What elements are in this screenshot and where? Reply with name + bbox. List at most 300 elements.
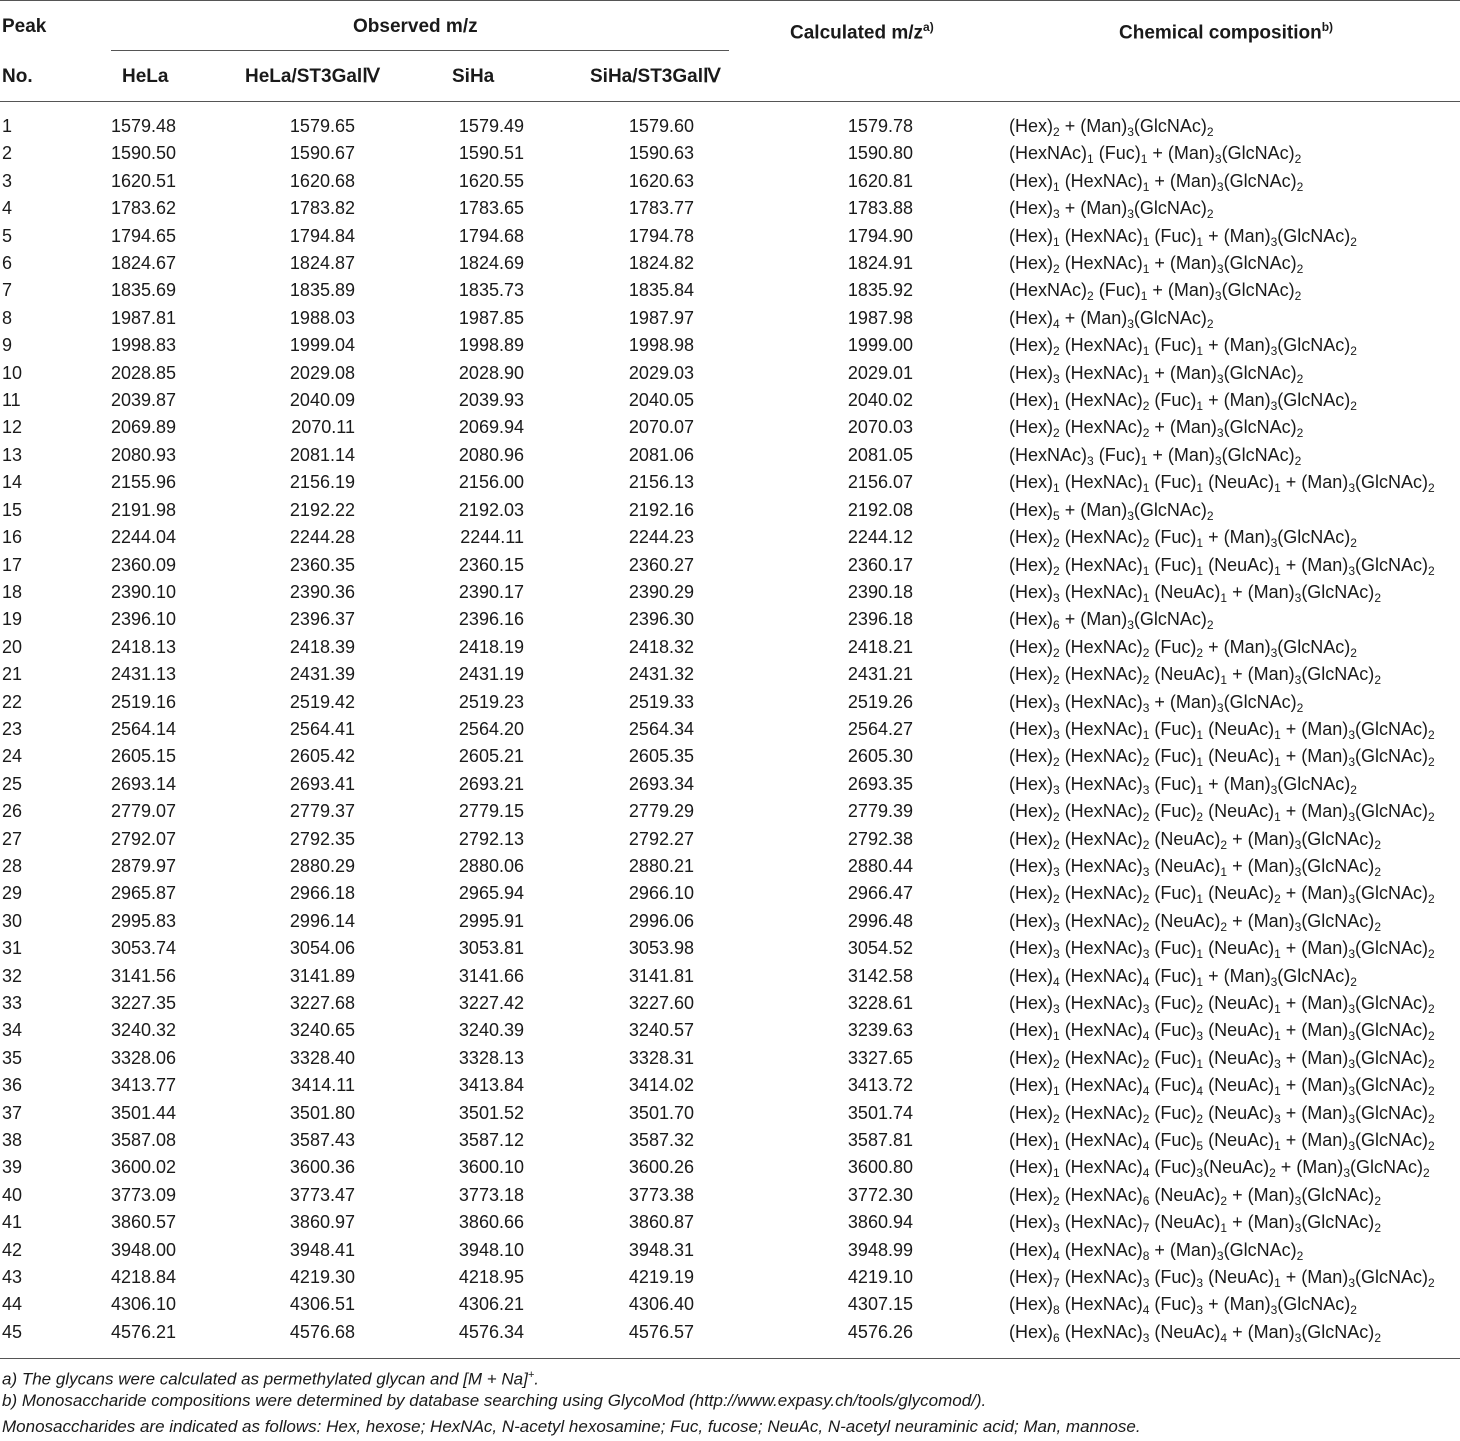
composition-value: $(Hex)_3$ $(HexNAc)_1$ + $(Man)_3(GlcNAc)_2$ <box>1009 362 1304 386</box>
calculated-value: 3054.52 <box>847 938 913 959</box>
peak-number: 24 <box>2 746 23 767</box>
calculated-value: 1824.91 <box>847 253 913 274</box>
peak-number: 1 <box>2 116 13 136</box>
hela-value: 2039.87 <box>111 390 177 411</box>
peak-number: 40 <box>2 1184 23 1205</box>
table-row <box>0 963 1460 990</box>
hela-st-value: 2390.36 <box>289 581 355 602</box>
header-peak: Peak <box>2 16 47 37</box>
calculated-value: 4307.15 <box>847 1294 913 1315</box>
siha-value: 2244.11 <box>460 527 524 548</box>
siha-st-value: 2519.33 <box>628 691 694 712</box>
siha-st-value: 2693.34 <box>628 773 694 794</box>
siha-st-value: 3501.70 <box>628 1102 694 1123</box>
siha-st-value: 1579.60 <box>628 116 694 136</box>
composition-value: $(Hex)_2$ $(HexNAc)_2$ $(NeuAc)_1$ + $(Man)_3(GlcNAc)_2$ <box>1009 664 1381 688</box>
calculated-value: 4219.10 <box>847 1267 913 1288</box>
table-body <box>0 113 1460 1346</box>
hela-value: 1783.62 <box>111 198 177 219</box>
hela-value: 3328.06 <box>111 1047 177 1068</box>
peak-number: 32 <box>2 965 23 986</box>
siha-value: 2028.90 <box>458 362 524 383</box>
calculated-value: 3587.81 <box>847 1130 913 1151</box>
peak-number: 10 <box>2 362 23 383</box>
composition-value: $(Hex)_1$ $(HexNAc)_1$ $(Fuc)_1$ + $(Man)_3(GlcNAc)_2$ <box>1009 225 1357 249</box>
calculated-value: 2519.26 <box>847 691 913 712</box>
hela-st-value: 3141.89 <box>289 965 355 986</box>
siha-value: 2965.94 <box>458 883 524 904</box>
calculated-value: 2192.08 <box>847 499 913 520</box>
hela-st-value: 3054.06 <box>289 938 355 959</box>
hela-value: 2879.97 <box>111 855 177 876</box>
siha-st-value: 2396.30 <box>628 609 694 630</box>
siha-st-value: 2029.03 <box>628 362 694 383</box>
composition-value: $(Hex)_7$ $(HexNAc)_3$ $(Fuc)_3$ $(NeuAc)_1$ + $(Man)_3(GlcNAc)_2$ <box>1009 1267 1435 1291</box>
table-row <box>0 1319 1460 1346</box>
siha-value: 2390.17 <box>458 581 524 602</box>
hela-st-value: 2070.11 <box>291 417 355 438</box>
peak-number: 4 <box>2 198 13 219</box>
peak-number: 31 <box>2 938 23 959</box>
hela-st-value: 1794.84 <box>289 225 355 246</box>
hela-value: 2244.04 <box>111 527 177 548</box>
siha-value: 3240.39 <box>458 1020 524 1041</box>
composition-value: $(Hex)_2$ $(HexNAc)_2$ $(Fuc)_2$ $(NeuAc)_1$ + $(Man)_3(GlcNAc)_2$ <box>1009 801 1435 825</box>
table-row <box>0 1291 1460 1318</box>
hela-st-value: 2564.41 <box>289 718 355 739</box>
calculated-value: 2360.17 <box>847 554 913 575</box>
hela-value: 1620.51 <box>111 170 177 191</box>
header-calculated-sup: a) <box>923 20 934 34</box>
siha-value: 2519.23 <box>458 691 524 712</box>
siha-st-value: 3600.26 <box>628 1157 694 1178</box>
table-row <box>0 113 1460 140</box>
siha-value: 2360.15 <box>458 554 524 575</box>
hela-st-value: 1824.87 <box>289 253 355 274</box>
hela-st-value: 2996.14 <box>289 910 355 931</box>
siha-st-value: 1998.98 <box>628 335 694 356</box>
hela-st-value: 2431.39 <box>289 664 355 685</box>
siha-value: 4306.21 <box>458 1294 524 1315</box>
siha-st-value: 2244.23 <box>628 527 694 548</box>
calculated-value: 1590.80 <box>847 143 913 164</box>
siha-st-value: 1794.78 <box>628 225 694 246</box>
composition-value: $(Hex)_2$ $(HexNAc)_2$ $(Fuc)_2$ $(NeuAc)_3$ + $(Man)_3(GlcNAc)_2$ <box>1009 1102 1435 1126</box>
hela-st-value: 1783.82 <box>289 198 355 219</box>
hela-value: 2069.89 <box>111 417 177 438</box>
peak-number: 39 <box>2 1157 23 1178</box>
composition-value: $(Hex)_2$ $(HexNAc)_2$ $(NeuAc)_2$ + $(Man)_3(GlcNAc)_2$ <box>1009 828 1381 852</box>
hela-value: 2418.13 <box>111 636 177 657</box>
hela-value: 3600.02 <box>111 1157 177 1178</box>
peak-number: 35 <box>2 1047 23 1068</box>
hela-st-value: 2418.39 <box>289 636 355 657</box>
hela-value: 2396.10 <box>111 609 177 630</box>
siha-st-value: 3860.87 <box>628 1212 694 1233</box>
hela-value: 2779.07 <box>111 801 177 822</box>
siha-value: 3587.12 <box>458 1130 524 1151</box>
hela-st-value: 3227.68 <box>289 993 355 1013</box>
peak-number: 21 <box>2 664 23 685</box>
hela-value: 2519.16 <box>111 691 177 712</box>
hela-st-value: 3501.80 <box>289 1102 355 1123</box>
siha-st-value: 1987.97 <box>628 307 694 328</box>
hela-value: 3948.00 <box>111 1239 177 1260</box>
composition-value: $(Hex)_2$ $(HexNAc)_2$ $(Fuc)_1$ $(NeuAc)_1$ + $(Man)_3(GlcNAc)_2$ <box>1009 746 1435 770</box>
composition-value: $(Hex)_3$ $(HexNAc)_3$ + $(Man)_3(GlcNAc)_2$ <box>1009 691 1304 715</box>
composition-value: $(Hex)_3$ $(HexNAc)_3$ $(Fuc)_2$ $(NeuAc)_1$ + $(Man)_3(GlcNAc)_2$ <box>1009 993 1435 1016</box>
composition-value: $(Hex)_1$ $(HexNAc)_4$ $(Fuc)_3$ $(NeuAc)_1$ + $(Man)_3(GlcNAc)_2$ <box>1009 1020 1435 1044</box>
composition-value: $(Hex)_3$ $(HexNAc)_1$ $(NeuAc)_1$ + $(Man)_3(GlcNAc)_2$ <box>1009 581 1381 605</box>
table-row <box>0 360 1460 387</box>
hela-st-value: 2040.09 <box>289 390 355 411</box>
siha-st-value: 2996.06 <box>628 910 694 931</box>
hela-value: 1824.67 <box>111 253 177 274</box>
hela-value: 2080.93 <box>111 444 177 465</box>
hela-st-value: 2192.22 <box>289 499 355 520</box>
composition-value: $(Hex)_2$ $(HexNAc)_1$ $(Fuc)_1$ $(NeuAc)_1$ + $(Man)_3(GlcNAc)_2$ <box>1009 554 1435 578</box>
hela-value: 1998.83 <box>111 335 177 356</box>
hela-value: 3053.74 <box>111 938 177 959</box>
table-row <box>0 1017 1460 1044</box>
siha-value: 2069.94 <box>458 417 524 438</box>
table-row <box>0 880 1460 907</box>
siha-st-value: 3227.60 <box>628 993 694 1013</box>
hela-st-value: 1999.04 <box>289 335 355 356</box>
calculated-value: 2396.18 <box>847 609 913 630</box>
hela-value: 4306.10 <box>111 1294 177 1315</box>
hela-st-value: 2605.42 <box>289 746 355 767</box>
top-rule <box>0 0 1460 1</box>
peak-number: 7 <box>2 280 13 301</box>
table-row <box>0 606 1460 633</box>
table-row <box>0 223 1460 250</box>
siha-value: 4576.34 <box>458 1321 524 1342</box>
siha-st-value: 2418.32 <box>628 636 694 657</box>
composition-value: $(Hex)_5$ + $(Man)_3(GlcNAc)_2$ <box>1009 499 1214 523</box>
footnote-b: b) Monosaccharide compositions were determined by database searching using GlycoMod (http://www.expasy.ch/tools/glycomod/). <box>2 1391 987 1410</box>
siha-st-value: 2880.21 <box>628 855 694 876</box>
peak-number: 26 <box>2 801 23 822</box>
table-row <box>0 250 1460 277</box>
siha-value: 3600.10 <box>458 1157 524 1178</box>
calculated-value: 1999.00 <box>847 335 913 356</box>
hela-st-value: 2880.29 <box>289 855 355 876</box>
siha-value: 1998.89 <box>458 335 524 356</box>
calculated-value: 1620.81 <box>847 170 913 191</box>
calculated-value: 1783.88 <box>847 198 913 219</box>
footnote-a-text: a) The glycans were calculated as permethylated glycan and [M + Na] <box>2 1369 528 1389</box>
table-row <box>0 442 1460 469</box>
composition-value: $(HexNAc)_3$ $(Fuc)_1$ + $(Man)_3(GlcNAc)_2$ <box>1009 444 1302 468</box>
calculated-value: 2605.30 <box>847 746 913 767</box>
peak-number: 12 <box>2 417 23 438</box>
calculated-value: 2792.38 <box>847 828 913 849</box>
table-row <box>0 798 1460 825</box>
hela-value: 3773.09 <box>111 1184 177 1205</box>
peak-number: 13 <box>2 444 23 465</box>
table-row <box>0 716 1460 743</box>
hela-value: 3860.57 <box>111 1212 177 1233</box>
calculated-value: 2880.44 <box>847 855 913 876</box>
composition-value: $(Hex)_1$ $(HexNAc)_4$ $(Fuc)_5$ $(NeuAc)_1$ + $(Man)_3(GlcNAc)_2$ <box>1009 1130 1435 1154</box>
calculated-value: 2996.48 <box>847 910 913 931</box>
composition-value: $(Hex)_4$ $(HexNAc)_4$ $(Fuc)_1$ + $(Man)_3(GlcNAc)_2$ <box>1009 965 1357 989</box>
calculated-value: 2070.03 <box>847 417 913 438</box>
composition-value: $(Hex)_3$ $(HexNAc)_3$ $(NeuAc)_1$ + $(Man)_3(GlcNAc)_2$ <box>1009 855 1381 879</box>
hela-value: 2564.14 <box>111 718 177 739</box>
composition-value: $(HexNAc)_1$ $(Fuc)_1$ + $(Man)_3(GlcNAc)_2$ <box>1009 143 1302 167</box>
calculated-value: 3501.74 <box>847 1102 913 1123</box>
composition-value: $(Hex)_3$ $(HexNAc)_3$ $(Fuc)_1$ $(NeuAc)_1$ + $(Man)_3(GlcNAc)_2$ <box>1009 938 1435 962</box>
composition-value: $(Hex)_2$ $(HexNAc)_2$ + $(Man)_3(GlcNAc)_2$ <box>1009 417 1304 441</box>
table-row <box>0 1045 1460 1072</box>
header-siha: SiHa <box>452 66 495 87</box>
hela-st-value: 2792.35 <box>289 828 355 849</box>
composition-value: $(Hex)_4$ + $(Man)_3(GlcNAc)_2$ <box>1009 307 1214 331</box>
calculated-value: 2081.05 <box>847 444 913 465</box>
table-row <box>0 497 1460 524</box>
siha-value: 4218.95 <box>458 1267 524 1288</box>
peak-number: 28 <box>2 855 23 876</box>
calculated-value: 3948.99 <box>847 1239 913 1260</box>
peak-number: 33 <box>2 993 23 1013</box>
table-row <box>0 1237 1460 1264</box>
table-row <box>0 277 1460 304</box>
siha-value: 1579.49 <box>458 116 524 136</box>
composition-value: $(Hex)_3$ $(HexNAc)_7$ $(NeuAc)_1$ + $(Man)_3(GlcNAc)_2$ <box>1009 1212 1381 1236</box>
siha-value: 3948.10 <box>458 1239 524 1260</box>
composition-value: $(HexNAc)_2$ $(Fuc)_1$ + $(Man)_3(GlcNAc)_2$ <box>1009 280 1302 304</box>
table-row <box>0 332 1460 359</box>
hela-st-value: 2156.19 <box>289 472 355 493</box>
siha-st-value: 1835.84 <box>628 280 694 301</box>
table-row <box>0 1072 1460 1099</box>
table-row <box>0 743 1460 770</box>
hela-st-value: 2244.28 <box>289 527 355 548</box>
footnote-a <box>2 1364 539 1391</box>
calculated-value: 1794.90 <box>847 225 913 246</box>
composition-value: $(Hex)_2$ $(HexNAc)_2$ $(Fuc)_1$ $(NeuAc)_2$ + $(Man)_3(GlcNAc)_2$ <box>1009 883 1435 907</box>
siha-value: 2156.00 <box>458 472 524 493</box>
calculated-value: 3600.80 <box>847 1157 913 1178</box>
calculated-value: 2564.27 <box>847 718 913 739</box>
siha-value: 2995.91 <box>458 910 524 931</box>
siha-value: 2396.16 <box>458 609 524 630</box>
siha-value: 2792.13 <box>458 828 524 849</box>
siha-st-value: 3053.98 <box>628 938 694 959</box>
hela-st-value: 4576.68 <box>289 1321 355 1342</box>
header-composition <box>1119 16 1333 44</box>
siha-st-value: 3141.81 <box>628 965 694 986</box>
peak-number: 27 <box>2 828 23 849</box>
table-row <box>0 908 1460 935</box>
hela-st-value: 1835.89 <box>289 280 355 301</box>
peak-number: 38 <box>2 1130 23 1151</box>
siha-value: 2192.03 <box>458 499 524 520</box>
composition-value: $(Hex)_3$ $(HexNAc)_3$ $(Fuc)_1$ + $(Man)_3(GlcNAc)_2$ <box>1009 773 1357 797</box>
composition-value: $(Hex)_8$ $(HexNAc)_4$ $(Fuc)_3$ + $(Man)_3(GlcNAc)_2$ <box>1009 1294 1357 1318</box>
siha-st-value: 3587.32 <box>628 1130 694 1151</box>
calculated-value: 3860.94 <box>847 1212 913 1233</box>
hela-value: 2792.07 <box>111 828 177 849</box>
peak-number: 42 <box>2 1239 23 1260</box>
composition-value: $(Hex)_3$ $(HexNAc)_2$ $(NeuAc)_2$ + $(Man)_3(GlcNAc)_2$ <box>1009 910 1381 934</box>
siha-value: 3227.42 <box>458 993 524 1013</box>
siha-value: 2039.93 <box>458 390 524 411</box>
hela-value: 2431.13 <box>111 664 177 685</box>
siha-st-value: 3328.31 <box>628 1047 694 1068</box>
siha-st-value: 3948.31 <box>628 1239 694 1260</box>
siha-st-value: 3240.57 <box>628 1020 694 1041</box>
siha-value: 2880.06 <box>458 855 524 876</box>
calculated-value: 1987.98 <box>847 307 913 328</box>
peak-number: 25 <box>2 773 23 794</box>
header-siha-st: SiHa/ST3GalⅣ <box>590 66 721 87</box>
hela-st-value: 3600.36 <box>289 1157 355 1178</box>
calculated-value: 2693.35 <box>847 773 913 794</box>
siha-st-value: 2605.35 <box>628 746 694 767</box>
table-row <box>0 689 1460 716</box>
siha-st-value: 1620.63 <box>628 170 694 191</box>
table-row <box>0 661 1460 688</box>
peak-number: 14 <box>2 472 23 493</box>
hela-st-value: 3587.43 <box>289 1130 355 1151</box>
header-calculated-label: Calculated m/z <box>790 22 924 44</box>
siha-st-value: 2360.27 <box>628 554 694 575</box>
siha-st-value: 1590.63 <box>628 143 694 164</box>
composition-value: $(Hex)_1$ $(HexNAc)_4$ $(Fuc)_3(NeuAc)_2$ + $(Man)_3(GlcNAc)_2$ <box>1009 1157 1430 1181</box>
calculated-value: 2040.02 <box>847 390 913 411</box>
peak-number: 18 <box>2 581 23 602</box>
siha-value: 2431.19 <box>458 664 524 685</box>
calculated-value: 2390.18 <box>847 581 913 602</box>
hela-value: 3141.56 <box>111 965 177 986</box>
siha-value: 3141.66 <box>458 965 524 986</box>
hela-st-value: 3860.97 <box>289 1212 355 1233</box>
table-row <box>0 305 1460 332</box>
table-row <box>0 524 1460 551</box>
siha-st-value: 4219.19 <box>628 1267 694 1288</box>
siha-st-value: 2070.07 <box>628 417 694 438</box>
siha-st-value: 1824.82 <box>628 253 694 274</box>
siha-st-value: 4576.57 <box>628 1321 694 1342</box>
siha-st-value: 2564.34 <box>628 718 694 739</box>
hela-value: 1579.48 <box>111 116 177 136</box>
siha-st-value: 2792.27 <box>628 828 694 849</box>
peak-number: 41 <box>2 1212 23 1233</box>
peak-number: 30 <box>2 910 23 931</box>
header-no: No. <box>2 66 33 87</box>
hela-st-value: 1988.03 <box>289 307 355 328</box>
siha-value: 3773.18 <box>458 1184 524 1205</box>
hela-value: 3240.32 <box>111 1020 177 1041</box>
hela-st-value: 3414.11 <box>291 1075 355 1096</box>
peak-number: 17 <box>2 554 23 575</box>
calculated-value: 2431.21 <box>847 664 913 685</box>
hela-st-value: 2081.14 <box>289 444 355 465</box>
table-row <box>0 469 1460 496</box>
peak-number: 23 <box>2 718 23 739</box>
composition-value: $(Hex)_1$ $(HexNAc)_2$ $(Fuc)_1$ + $(Man)_3(GlcNAc)_2$ <box>1009 390 1357 414</box>
peak-number: 8 <box>2 307 13 328</box>
header-rule <box>0 101 1460 102</box>
table-row <box>0 1264 1460 1291</box>
hela-value: 1794.65 <box>111 225 177 246</box>
hela-value: 2360.09 <box>111 554 177 575</box>
siha-st-value: 1783.77 <box>628 198 694 219</box>
siha-value: 2693.21 <box>458 773 524 794</box>
siha-st-value: 2779.29 <box>628 801 694 822</box>
header-calculated <box>790 16 934 44</box>
header-composition-sup: b) <box>1321 20 1334 34</box>
hela-st-value: 1579.65 <box>289 116 355 136</box>
table-row <box>0 634 1460 661</box>
bottom-rule <box>0 1358 1460 1359</box>
hela-st-value: 2360.35 <box>289 554 355 575</box>
table-row <box>0 853 1460 880</box>
table-row <box>0 1100 1460 1127</box>
calculated-value: 3228.61 <box>847 993 913 1013</box>
siha-st-value: 2390.29 <box>628 581 694 602</box>
siha-value: 2605.21 <box>458 746 524 767</box>
composition-value: $(Hex)_6$ + $(Man)_3(GlcNAc)_2$ <box>1009 609 1214 633</box>
siha-value: 1835.73 <box>458 280 524 301</box>
peak-number: 9 <box>2 335 13 356</box>
observed-group-rule <box>111 50 729 51</box>
calculated-value: 4576.26 <box>847 1321 913 1342</box>
siha-value: 2080.96 <box>458 444 524 465</box>
hela-value: 3587.08 <box>111 1130 177 1151</box>
siha-value: 1620.55 <box>458 170 524 191</box>
hela-value: 4576.21 <box>111 1321 177 1342</box>
hela-value: 1590.50 <box>111 143 177 164</box>
table-row <box>0 414 1460 441</box>
siha-st-value: 3414.02 <box>628 1075 694 1096</box>
siha-st-value: 3773.38 <box>628 1184 694 1205</box>
siha-value: 1794.68 <box>458 225 524 246</box>
composition-value: $(Hex)_2$ + $(Man)_3(GlcNAc)_2$ <box>1009 116 1214 139</box>
hela-value: 2191.98 <box>111 499 177 520</box>
footnote-c: Monosaccharides are indicated as follows: Hex, hexose; HexNAc, N-acetyl hexosamine; Fuc, fucose; NeuAc, N-acetyl neuraminic acid; Man, mannose. <box>2 1417 1141 1436</box>
siha-value: 2418.19 <box>458 636 524 657</box>
siha-st-value: 2192.16 <box>628 499 694 520</box>
calculated-value: 3142.58 <box>847 965 913 986</box>
siha-value: 3413.84 <box>458 1075 524 1096</box>
hela-st-value: 3773.47 <box>289 1184 355 1205</box>
composition-value: $(Hex)_2$ $(HexNAc)_2$ $(Fuc)_2$ + $(Man)_3(GlcNAc)_2$ <box>1009 636 1357 660</box>
siha-st-value: 2081.06 <box>628 444 694 465</box>
hela-st-value: 2779.37 <box>289 801 355 822</box>
siha-value: 2564.20 <box>458 718 524 739</box>
peak-number: 5 <box>2 225 13 246</box>
footnote-a-end: . <box>534 1369 540 1389</box>
hela-value: 2693.14 <box>111 773 177 794</box>
hela-value: 3413.77 <box>111 1075 177 1096</box>
calculated-value: 3239.63 <box>847 1020 913 1041</box>
hela-value: 2605.15 <box>111 746 177 767</box>
footnote-a-sup: + <box>527 1369 535 1381</box>
siha-value: 1987.85 <box>458 307 524 328</box>
table-row <box>0 579 1460 606</box>
siha-st-value: 2431.32 <box>628 664 694 685</box>
siha-st-value: 2156.13 <box>628 472 694 493</box>
siha-value: 3501.52 <box>458 1102 524 1123</box>
calculated-value: 2418.21 <box>847 636 913 657</box>
peak-number: 6 <box>2 253 13 274</box>
composition-value: $(Hex)_3$ + $(Man)_3(GlcNAc)_2$ <box>1009 198 1214 222</box>
composition-value: $(Hex)_4$ $(HexNAc)_8$ + $(Man)_3(GlcNAc)_2$ <box>1009 1239 1304 1263</box>
